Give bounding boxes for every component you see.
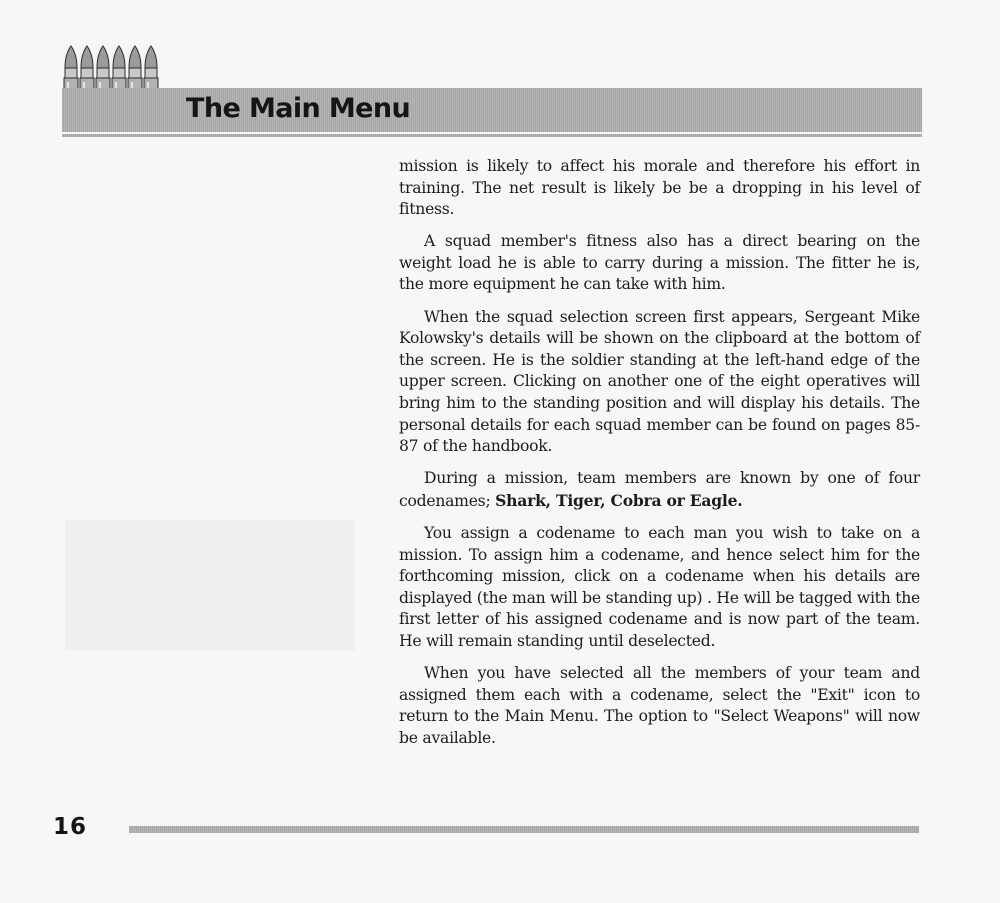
paragraph-codenames bbox=[399, 468, 920, 512]
body-text bbox=[399, 156, 920, 760]
page-number: 16 bbox=[53, 814, 88, 840]
show-through-shadow bbox=[65, 520, 355, 650]
codenames-list: Shark, Tiger, Cobra or Eagle. bbox=[495, 490, 743, 510]
page-title: The Main Menu bbox=[186, 93, 411, 124]
paragraph-1: mission is likely to affect his morale and therefore his effort in training. The net result is likely be be a dropping in his level of fitness. bbox=[399, 157, 920, 219]
footer-bar bbox=[129, 826, 919, 833]
paragraph-2: A squad member's fitness also has a direct bearing on the weight load he is able to carry during a mission. The fitter he is, the more equipment he can take with him. bbox=[399, 232, 920, 294]
title-underline bbox=[62, 134, 922, 137]
codenames-intro: During a mission, team members are known by one of four codenames; bbox=[399, 469, 920, 510]
paragraph-3: When the squad selection screen first appears, Sergeant Mike Kolowsky's details will be shown on the clipboard at the bottom of the screen. He is the soldier standing at the left-hand edge of the upper screen. Clicking on another one of the eight operatives will bring him to the standing position and will display his details. The personal details for each squad member can be found on pages 85-87 of the handbook. bbox=[399, 307, 920, 456]
paragraph-6: When you have selected all the members of your team and assigned them each with a codename, select the "Exit" icon to return to the Main Menu. The option to "Select Weapons" will now be available. bbox=[399, 663, 920, 747]
paragraph-5: You assign a codename to each man you wish to take on a mission. To assign him a codename, and hence select him for the forthcoming mission, click on a codename when his details are displayed (the man will be standing up) . He will be tagged with the first letter of his assigned codename and is now part of the team. He will remain standing until deselected. bbox=[399, 523, 920, 650]
